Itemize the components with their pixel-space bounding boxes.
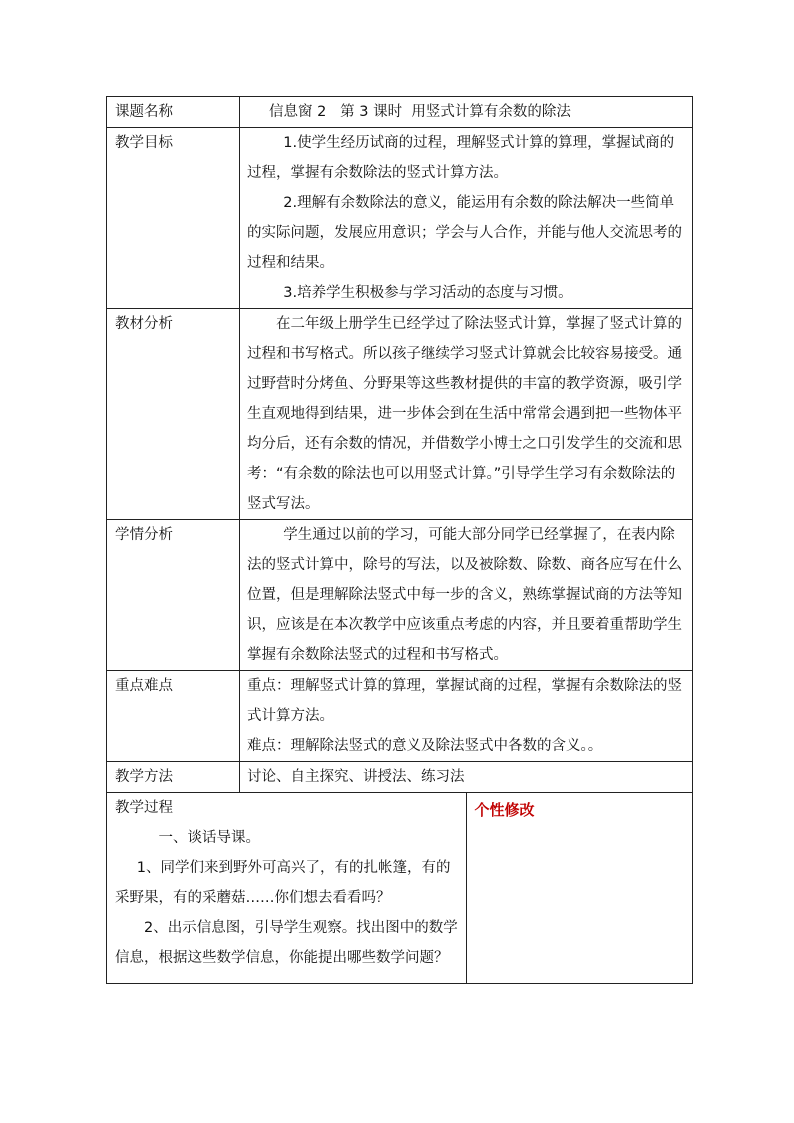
label-objectives: 教学目标	[107, 128, 240, 309]
lesson-title: 信息窗 2 第 3 课时 用竖式计算有余数的除法	[269, 104, 571, 120]
label-key-points: 重点难点	[107, 671, 240, 762]
value-materials	[240, 309, 693, 520]
value-key-points	[240, 671, 693, 762]
row-students	[107, 520, 693, 671]
materials-analysis-text: 在二年级上册学生已经学过了除法竖式计算，掌握了竖式计算的过程和书写格式。所以孩子继续学习竖式计算就会比较容易接受。通过野营时分烤鱼、分野果等这些教材提供的丰富的教学资源，吸引学生直观地得到结果，进一步体会到在生活中常常会遇到把一些物体平均分后，还有余数的情况，并借数学小博士之口引发学生的交流和思考：“有余数的除法也可以用竖式计算。”引导学生学习有余数除法的竖式写法。	[247, 316, 682, 512]
process-step-2: 2、出示信息图，引导学生观察。找出图中的数学信息，根据这些数学信息，你能提出哪些数学问题？	[115, 920, 458, 966]
value-process	[107, 793, 467, 984]
key-point-text: 重点：理解竖式计算的算理，掌握试商的过程，掌握有余数除法的竖式计算方法。	[247, 678, 682, 724]
label-students: 学情分析	[107, 520, 240, 671]
difficult-point-text: 难点：理解除法竖式的意义及除法竖式中各数的含义。。	[247, 738, 603, 754]
label-materials: 教材分析	[107, 309, 240, 520]
row-methods	[107, 762, 693, 793]
label-title: 课题名称	[107, 97, 240, 128]
row-process	[107, 793, 693, 984]
modification-label: 个性修改	[474, 801, 535, 819]
row-key-points	[107, 671, 693, 762]
process-step-1: 1、同学们来到野外可高兴了，有的扎帐篷，有的采野果，有的采蘑菇……你们想去看看吗？	[115, 860, 451, 906]
row-materials	[107, 309, 693, 520]
objective-3: 3.培养学生积极参与学习活动的态度与习惯。	[283, 285, 573, 301]
value-methods: 讨论、自主探究、讲授法、练习法	[240, 762, 693, 793]
row-title	[107, 97, 693, 128]
objective-2: 2.理解有余数除法的意义，能运用有余数的除法解决一些简单的实际问题，发展应用意识；学会与人合作，并能与他人交流思考的过程和结果。	[247, 195, 682, 271]
label-process: 教学过程	[115, 800, 173, 816]
row-objectives	[107, 128, 693, 309]
modification-cell	[466, 793, 693, 984]
objective-1: 1.使学生经历试商的过程，理解竖式计算的算理，掌握试商的过程，掌握有余数除法的竖式计算方法。	[247, 135, 675, 181]
value-students	[240, 520, 693, 671]
label-methods: 教学方法	[107, 762, 240, 793]
value-title	[240, 97, 693, 128]
value-objectives	[240, 128, 693, 309]
student-analysis-text: 学生通过以前的学习，可能大部分同学已经掌握了，在表内除法的竖式计算中，除号的写法，以及被除数、除数、商各应写在什么位置，但是理解除法竖式中每一步的含义，熟练掌握试商的方法等知识，应该是在本次教学中应该重点考虑的内容，并且要着重帮助学生掌握有余数除法竖式的过程和书写格式。	[247, 527, 682, 663]
lesson-plan-table	[106, 96, 693, 984]
process-heading: 一、谈话导课。	[158, 830, 260, 846]
